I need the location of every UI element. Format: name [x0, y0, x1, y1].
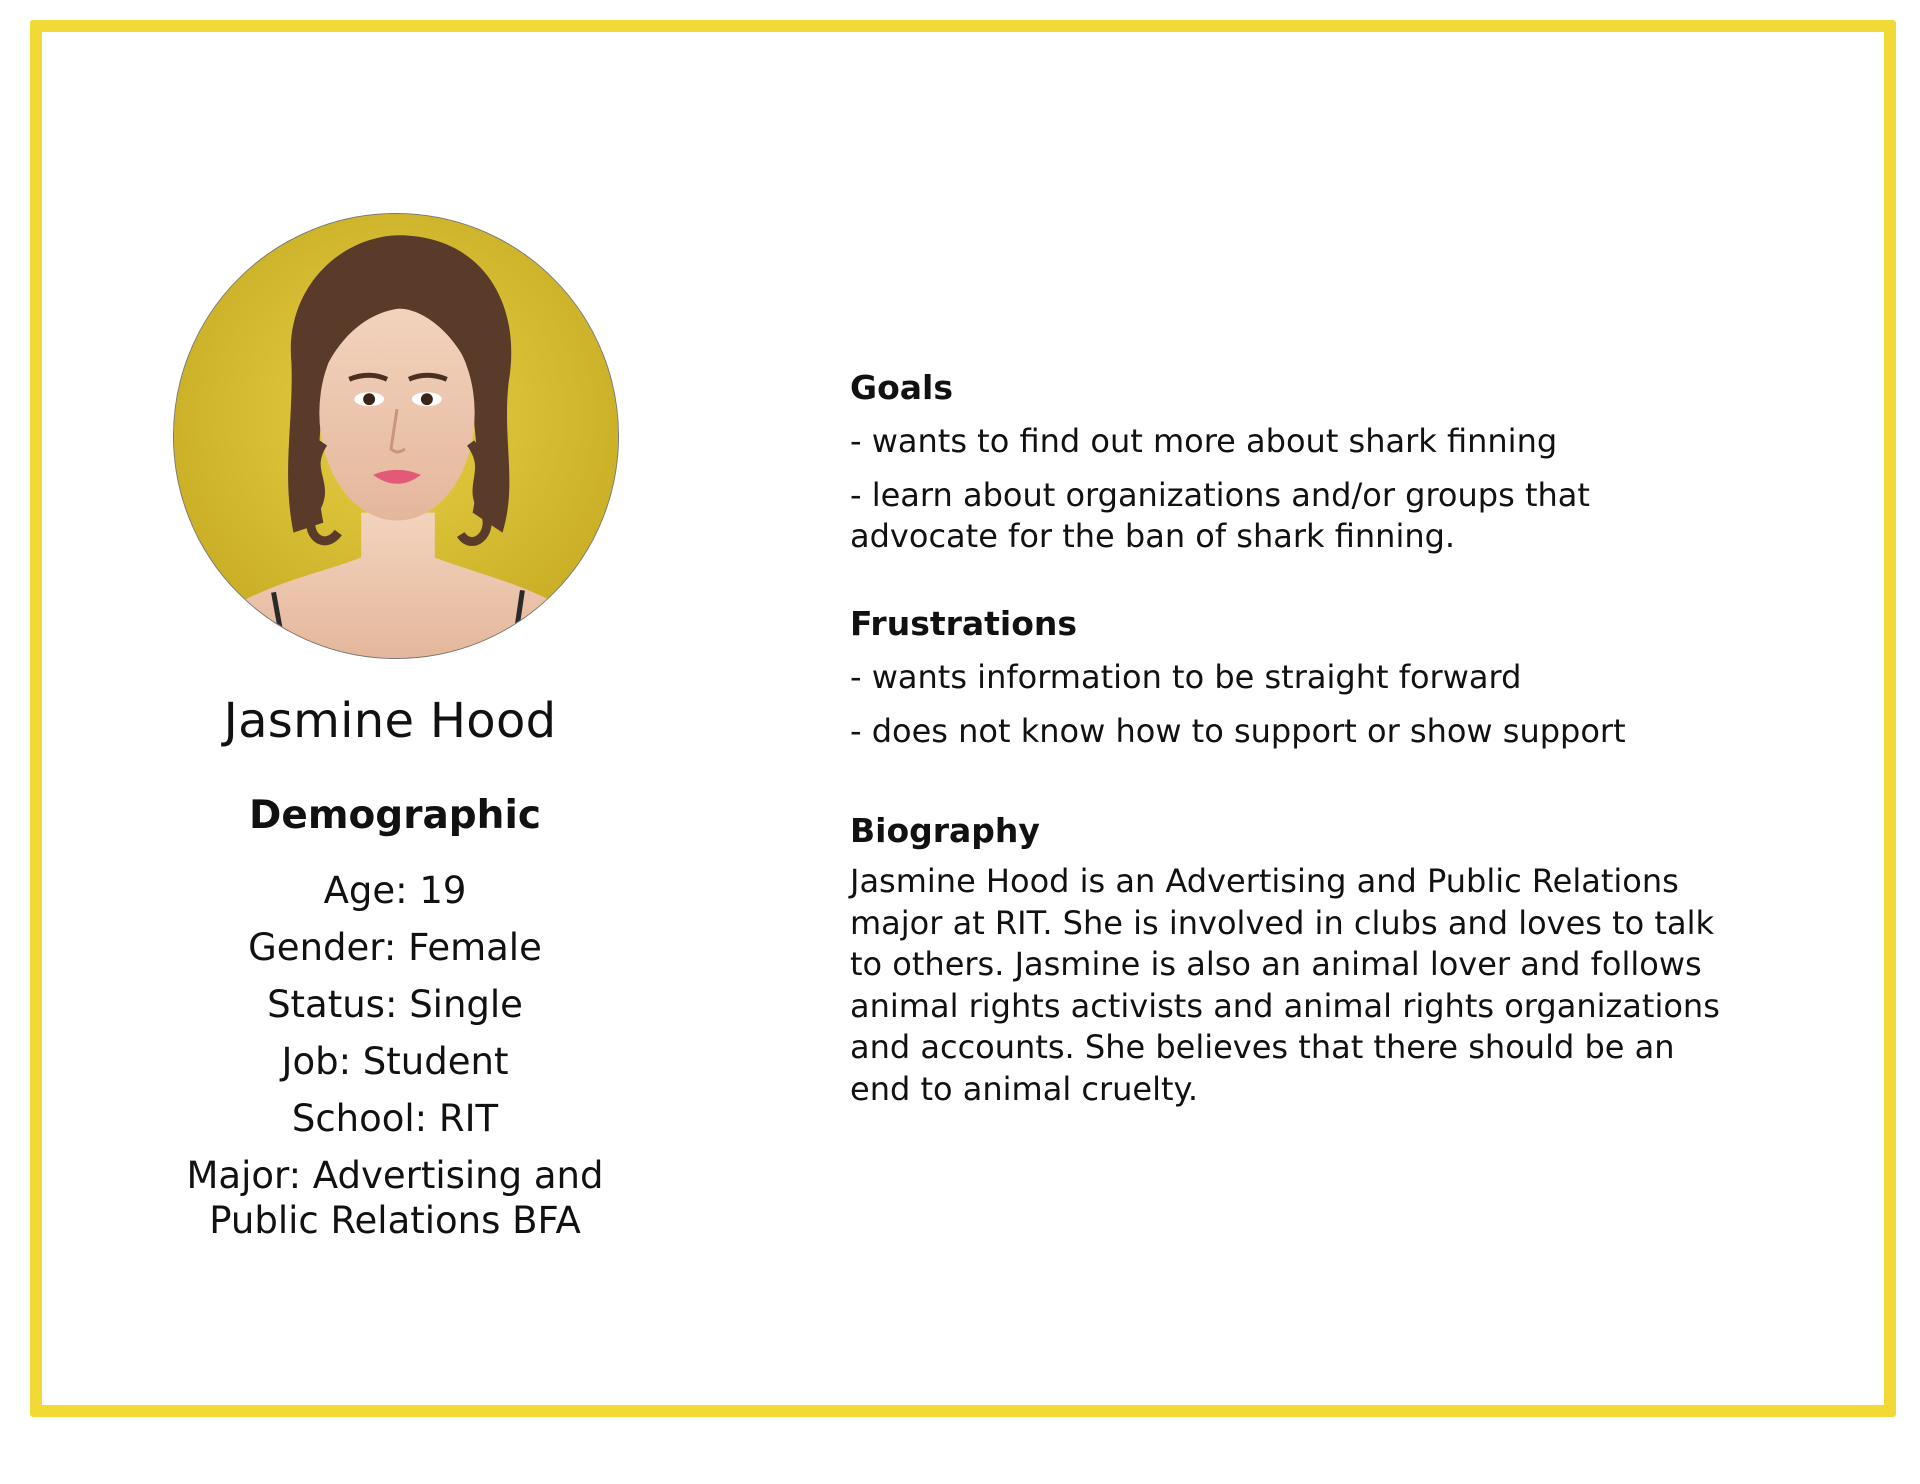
demographic-school: School: RIT [291, 1097, 499, 1140]
persona-photo [173, 213, 619, 659]
frustration-item: - wants information to be straight forward [850, 658, 1522, 696]
goals-list [850, 421, 1770, 557]
goals-heading: Goals [850, 368, 953, 407]
frustrations-heading: Frustrations [850, 604, 1078, 643]
goals-section [850, 368, 1770, 557]
persona-name: Jasmine Hood [223, 693, 557, 749]
demographic-list [130, 862, 660, 1243]
biography-text: Jasmine Hood is an Advertising and Public Relations major at RIT. She is involved in clubs and loves to talk to others. Jasmine is also an animal lover and follows animal rights activists and animal rights organizations and accounts. She believes that there should be an end to animal cruelty. [850, 862, 1720, 1108]
demographic-job: Job: Student [281, 1040, 509, 1083]
goal-item: - learn about organizations and/or groups that advocate for the ban of shark finning. [850, 476, 1590, 555]
goal-item: - wants to find out more about shark finning [850, 422, 1558, 460]
frustrations-list [850, 657, 1770, 752]
demographic-gender: Gender: Female [248, 926, 542, 969]
frustration-item: - does not know how to support or show support [850, 712, 1626, 750]
demographic-status: Status: Single [267, 983, 523, 1026]
demographic-age: Age: 19 [323, 869, 467, 912]
demographic-major: Major: Advertising and Public Relations BFA [186, 1154, 604, 1242]
biography-heading: Biography [850, 811, 1040, 850]
demographic-heading: Demographic [249, 793, 541, 838]
frustrations-section [850, 604, 1770, 752]
biography-section [850, 811, 1770, 1110]
